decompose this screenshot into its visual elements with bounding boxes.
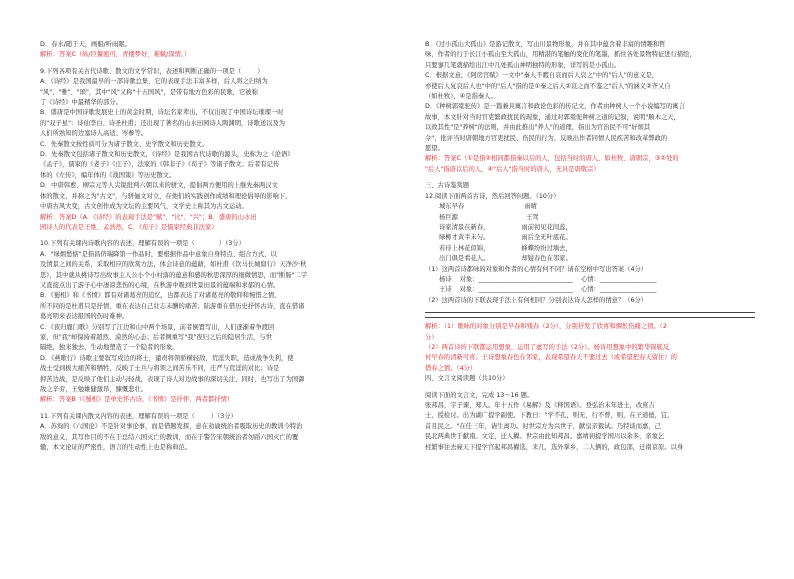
passage-line: 柱繁事往去窥天下提学宫起邦昌擢选，耒几，选外掌乡，二人俩的，政包部，迁南京原。以身 xyxy=(425,443,684,451)
answer-line: 解析：答案B（《蜀相》是单史怀古诗，《书愤》是抒怀，两者都抒情） xyxy=(40,396,234,404)
text-line: 辙，本文论证的严密性，语言的生动性上也是称典范。 xyxy=(40,444,192,452)
answer-rule xyxy=(425,312,755,313)
question-11-stem: 11.下列有关课内散文内容的表述，理解有误的一项是（ ）（3分） xyxy=(40,412,237,420)
text-line: A．苏洵的《六国论》不是针对事论事，而是借题发挥，意在劝谕统治者吸取历史的教训今特治 xyxy=(40,423,303,431)
text-line: B．盛唐是中国诗歌发展史上的黄金时期，诗坛名家辈出，不仅出现了中国诗坛璀璨一时 xyxy=(40,109,284,117)
text-line: 体的散文，并称之为"古文"，与骈俪文对立，在他们的实践创作成绩和理论倡导的影响下， xyxy=(40,192,292,200)
text-line: 味，作者的行于长江小孤山至大孤山，用精湛的笔触的变化的笔墨，抓住各处景物特征进行描绘， xyxy=(425,51,696,59)
text-line: 思》，其中就从桃诗写出故事主人公小个小村落的蕴意和感的秋思深厚的细微情思，而"断肠"二字 xyxy=(40,271,308,279)
text-line: B．《过小孤山大孤山》是游记散文，写山川景物形象，并在其中蕴含着丰富的情趣和哲 xyxy=(425,41,666,48)
answer-line: （2）两首诗的下联都运用想象，运用了虚写的手法（2分）。杨诗用想象中的繁华锦簇反 xyxy=(425,343,670,351)
text-line: 及情景之间的关系，采取相应的欣赏方法，体会诗意的蕴藉，如杜甫《饮马长城窟行》天净沙·秋 xyxy=(40,261,307,269)
text-line: A．《诗经》是我国最早的一部诗歌总集，它的表现手法丰富多样，后人将之归纳为 xyxy=(40,78,268,86)
section-heading: 三、古诗鉴赏题 xyxy=(425,182,470,190)
text-line: D．中唐韩愈、柳宗元等人尖锐批判六朝以来的骈文，提倡两方便用的上继先秦两汉文 xyxy=(40,182,278,190)
question-9-stem: 9.下列各项有关古代诗歌、散文的文学常识，表述和判断正确的一项是（ ） xyxy=(40,67,264,75)
reading-instruction: 阅读下面的文言文，完成 13～16 题。 xyxy=(425,391,534,399)
sub-question: （1）这两首诗都咏的对象和作者的心情有何不同？请在空格中写出答案（4分） xyxy=(425,265,648,273)
answer-line: 解析：答案D（A．《诗经》的表现手法是"赋"、"比"、"兴"；B．盛唐的山水田 xyxy=(40,213,257,221)
poem-line: 出门俱是看花人。 却疑春色在邻家。 xyxy=(439,255,572,263)
answer-line: 解析：答案C（纵/巨鳌瓯可，青楼梦好，难赋/深情。） xyxy=(40,51,191,59)
answer-line: 解析：（1）歌咏的对象分别是早春和残春（2分），分别抒发了欣喜和惆怅伤痛之情。（2 xyxy=(425,323,667,331)
section-heading: 四、文言文阅读题（共10分） xyxy=(425,375,509,383)
text-line: 令"，批评当时唐朝地方官吏扰民、伤民的行为，反映出作者同情人民疾苦和改革弊政的 xyxy=(425,134,668,142)
text-line: （如杜牧），④是指秦人。 xyxy=(425,93,497,101)
text-line: C．先秦散文按性质可分为诸子散文、史学散文和历史散文。 xyxy=(40,140,209,148)
text-line: 葛亮明来表达报国的伤时难神。 xyxy=(40,313,129,321)
text-line: 中唐古风大变，古文创作成为文坛的主要风气，文学史上称其为古文运动。 xyxy=(40,203,248,211)
poem-line: 诗家清景在新春， 雨前初见花间蕊， xyxy=(439,223,572,231)
answer-line: 解析：答案C（①是指②相同都指秦以后的人，包括当时的唐人，如杜牧、唐朝宗，③②处的 xyxy=(425,155,679,163)
passage-line: 张邦昌，字子谏，郑人。年十五作《易解》及《释国语》。登弘治末年进士，改庶吉 xyxy=(425,402,655,409)
passage-line: 士，授检讨。出为湖广提学副使。下教曰："学不孔，则无，行不曾，则，在王道德，宜， xyxy=(425,412,674,420)
option-d-line: D．春水/随于天，画船/听雨眠。 xyxy=(40,41,131,48)
answer-line: 衬早春的清新可喜；王诗想象春色在邻家，表现希望春天不要过去（或希望把春天留住）的 xyxy=(425,354,677,362)
answer-line: 园诗人的代表是王维、孟浩然，C．《荀子》是儒家经典非法家） xyxy=(40,223,218,231)
text-line: 故事，本文针对当时官吏繁政扰民的现象，通过对郭橐驼种树之道的记叙，说明"顺木之天， xyxy=(425,113,680,121)
passage-line: 民北两典世于献南。文定，迁人擢。世宗由此知邦昌。嘉靖初提学国川以余多，亲象乞 xyxy=(425,433,665,441)
text-line: 亦使后人复哀后人也"中的"后人"指的是①秦之后人②哀之而不鉴之"后人"的涵义②齐又自 xyxy=(425,82,671,90)
text-line: 愿望。 xyxy=(425,145,444,153)
sub-question: （2）这两首诗的下联表现手法上有何相同？分别表达诗人怎样的情意？（6分） xyxy=(425,296,648,304)
text-line: D．先秦散文包括诸子散文和历史散文，《诗经》是我国古代诗歌的源头，史称为之《论语》 xyxy=(40,151,294,159)
text-line: D．《种树郭橐驼传》是一篇兼具寓言和政论色彩的传记文，作者由种树人一个小说编写的寓言 xyxy=(425,103,685,111)
text-line: D．《燕歌行》诗歌主要叙写戍边的将士，谴责将领骄横轻敌，荒淫失职，造成战争失利，使 xyxy=(40,354,294,362)
text-line: "风"、"雅"、"颂"，其中"风"又称"十五国风"，是带有地方色彩的民歌，它被称 xyxy=(40,88,258,96)
answer-blank: 杨诗 对象：______________________________ 心情：__________________ xyxy=(439,275,657,283)
question-10-stem: 10.下列有关课内诗歌内容的表述，理解有误的一项是（ ）（3分） xyxy=(40,240,245,248)
right-column xyxy=(425,40,755,453)
text-line: 家，但"我"却保持着超然、漠然的心态；后者侧重写"我"夜归之后的隐居生活，与世 xyxy=(40,333,272,341)
text-line: 敌之辛劳，王勉雄健激昂，慷慨悲壮。 xyxy=(40,386,148,393)
text-line: 的"双子星"：诗仙李白、诗圣杜甫；还出现了著名的山水田园诗人陶渊明，诗歌送以及为 xyxy=(40,119,286,127)
answer-line: 惜春之情。（4分） xyxy=(425,364,477,372)
answer-line: "后人"指唐以后的人，④"后人"指当时的唐人，无具是唐敬宗） xyxy=(425,165,600,173)
text-line: 抑苦边战，是反映了他们主动与轻战，表现了诗人对边战事的深切关注，同时，也写出了为国御 xyxy=(40,375,305,383)
text-line: 人们所熟知的边塞诗人高适、岑参等。 xyxy=(40,130,148,138)
text-line: 只要寥几笔就描绘出江中几处孤山神明独特的形象，详写的是小孤山。 xyxy=(425,61,621,69)
question-12-stem: 12.阅读下面两首古诗，然后回答问题。（10分） xyxy=(425,192,560,200)
poem-title: 城东早春 雨晴 xyxy=(439,203,537,211)
answer-line: 分） xyxy=(425,333,438,341)
text-line: 又直接点出了游子心中凄凉悲伤的心境，在秋游中吸到世景田景的蕴端和求郁的心情。 xyxy=(40,281,280,289)
text-line: C．根据文意，《阿房宫赋》一文中"秦人不暇自哀而后人哀之"中的"后人"的意义是， xyxy=(425,72,659,80)
text-line: 体的《左传》，编年体的《战国策》等历史散文。 xyxy=(40,171,176,179)
left-column xyxy=(40,40,370,453)
answer-rule xyxy=(425,317,755,318)
text-line: 《孟子》，儒家的《老子》《庄子》，法家的《韩非子》《荀子》等诸子散文；后者有记传 xyxy=(40,161,280,169)
answer-blank: 王诗 对象：______________________________ 心情：__________________ xyxy=(439,286,657,294)
text-line: 敌的意义，其写作目的不在于总结六国灭亡的教训，而在于警告宋朝统治者勿蹈六国灭亡的覆 xyxy=(40,433,299,441)
text-line: 了《诗经》中最精华的部分。 xyxy=(40,99,122,107)
text-line: B．《蜀相》和《书愤》都有对诸葛亮的追忆，也都表达了对诸葛亮的敬仰和惋惜之情， xyxy=(40,292,281,300)
text-line: 战士受到极大痛苦和牺牲，反映了士兵与将领之间苦乐不同，庄严与荒淫的对比；诗是 xyxy=(40,365,280,373)
poem-line: 绿柳才黄半未匀。 雨后全无叶底花。 xyxy=(439,234,572,242)
text-line: C．《夜归鹿门歌》分别写了江边和山中两个场景，前者倒置写出，人们逐渐着争渡回 xyxy=(40,323,275,331)
poem-line: 若待上林花似锦， 蜂蝶纷纷过墙去， xyxy=(439,244,572,252)
passage-line: 首且民之。"在任三年，请生离功。时世宗方为兴世子，献皇亲毅试。乃特谈而嘉，己 xyxy=(425,422,661,430)
text-line: 以致其性"是"养树"的法则，并由此推出"养人"的道理，指出为官治民不可"好烦其 xyxy=(425,124,651,132)
poem-author: 杨巨源 王驾 xyxy=(439,213,539,221)
text-line: 所不同的是杜甫只是抒情，重在表达自己壮志未酬的痛苦；陆游重在借历史抒怀古诗，直在借诸 xyxy=(40,302,305,310)
text-line: A．"绿烟愁惦"是指昌侪瑞降第一作品时，要根据作品中意象自身特点、组合方式，以 xyxy=(40,250,277,258)
text-line: 隔绝，独来独去，生动地塑造了一个隐者的形象。 xyxy=(40,344,179,352)
